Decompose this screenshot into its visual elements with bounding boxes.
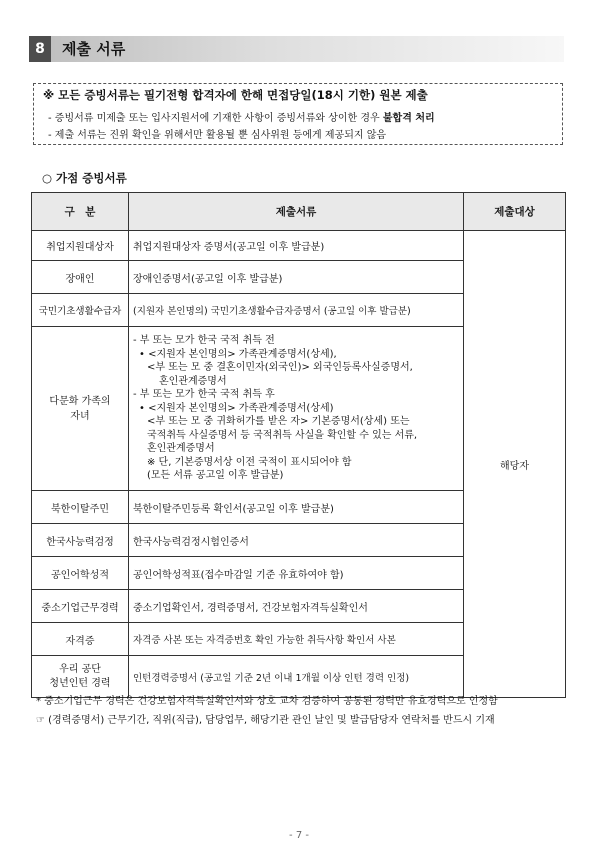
- row-category-line: 우리 공단: [59, 663, 101, 675]
- row-document: 중소기업확인서, 경력증명서, 건강보험자격득실확인서: [129, 590, 464, 623]
- doc-line: • <지원자 본인명의> 가족관계증명서(상세),: [139, 348, 337, 360]
- table-row: [32, 231, 566, 261]
- documents-table: [31, 192, 566, 698]
- doc-line: <부 또는 모 중 귀화허가를 받은 자> 기본증명서(상세) 또는: [147, 416, 410, 428]
- footnote-1: * 중소기업근무 경력은 건강보험자격득실확인서와 상호 교차 검증하여 공통된 경력만 유효경력으로 인정함: [36, 696, 498, 707]
- row-category: 국민기초생활수급자: [32, 294, 129, 327]
- table-header-row: [32, 193, 566, 231]
- row-category: 자격증: [32, 623, 129, 656]
- row-category: [32, 327, 129, 491]
- notice-line-1-text: - 증빙서류 미제출 또는 입사지원서에 기재한 사항이 증빙서류와 상이한 경우: [48, 113, 380, 124]
- doc-line: ※ 단, 기본증명서상 이전 국적이 표시되어야 함: [147, 456, 352, 468]
- notice-line-2: - 제출 서류는 진위 확인을 위해서만 활용될 뿐 심사위원 등에게 제공되지 않음: [48, 130, 387, 141]
- row-category: 한국사능력검정: [32, 524, 129, 557]
- row-category: 공인어학성적: [32, 557, 129, 590]
- doc-line: 혼인관계증명서: [159, 375, 227, 387]
- row-document: 공인어학성적표(접수마감일 기준 유효하여야 함): [129, 557, 464, 590]
- doc-line: 국적취득 사실증명서 등 국적취득 사실을 확인할 수 있는 서류,: [147, 429, 418, 441]
- section-header: [29, 36, 564, 62]
- row-category: 취업지원대상자: [32, 231, 129, 261]
- row-document-multiline: [129, 327, 464, 491]
- row-document: 장애인증명서(공고일 이후 발급분): [129, 261, 464, 294]
- row-category-text: 다문화 가족의 자녀: [49, 395, 111, 422]
- table-title: ○ 가점 증빙서류: [42, 171, 127, 185]
- section-title: 제출 서류: [62, 40, 126, 58]
- row-document: 한국사능력검정시험인증서: [129, 524, 464, 557]
- notice-line-1-emphasis: 불합격 처리: [382, 113, 435, 124]
- row-document: 인턴경력증명서 (공고일 기준 2년 이내 1개월 이상 인턴 경력 인정): [129, 656, 464, 698]
- row-category: 장애인: [32, 261, 129, 294]
- page-number: - 7 -: [289, 830, 309, 841]
- footnote-2: ☞ (경력증명서) 근무기간, 직위(직급), 담당업무, 해당기관 관인 날인 및 발급담당자 연락처를 반드시 기재: [36, 715, 495, 726]
- doc-line: (모든 서류 공고일 이후 발급분): [147, 470, 284, 482]
- row-document: (지원자 본인명의) 국민기초생활수급자증명서 (공고일 이후 발급분): [129, 294, 464, 327]
- row-category-line: 청년인턴 경력: [49, 677, 111, 689]
- notice-box: [33, 83, 563, 145]
- doc-line: 혼인관계증명서: [147, 443, 215, 455]
- doc-line: - 부 또는 모가 한국 국적 취득 후: [133, 389, 275, 401]
- header-category: 구 분: [32, 193, 129, 231]
- notice-heading: ※ 모든 증빙서류는 필기전형 합격자에 한해 면접당일(18시 기한) 원본 제출: [43, 88, 428, 102]
- notice-line-1: [48, 109, 435, 124]
- row-category: 북한이탈주민: [32, 491, 129, 524]
- target-cell: 해당자: [464, 231, 566, 698]
- doc-line: - 부 또는 모가 한국 국적 취득 전: [133, 335, 275, 347]
- row-document: 취업지원대상자 증명서(공고일 이후 발급분): [129, 231, 464, 261]
- row-document: 북한이탈주민등록 확인서(공고일 이후 발급분): [129, 491, 464, 524]
- header-documents: 제출서류: [129, 193, 464, 231]
- row-document: 자격증 사본 또는 자격증번호 확인 가능한 취득사항 확인서 사본: [129, 623, 464, 656]
- doc-line: • <지원자 본인명의> 가족관계증명서(상세): [139, 402, 334, 414]
- row-category: 중소기업근무경력: [32, 590, 129, 623]
- section-number: 8: [29, 36, 51, 62]
- header-target: 제출대상: [464, 193, 566, 231]
- doc-line: <부 또는 모 중 결혼이민자(외국인)> 외국인등록사실증명서,: [147, 362, 413, 374]
